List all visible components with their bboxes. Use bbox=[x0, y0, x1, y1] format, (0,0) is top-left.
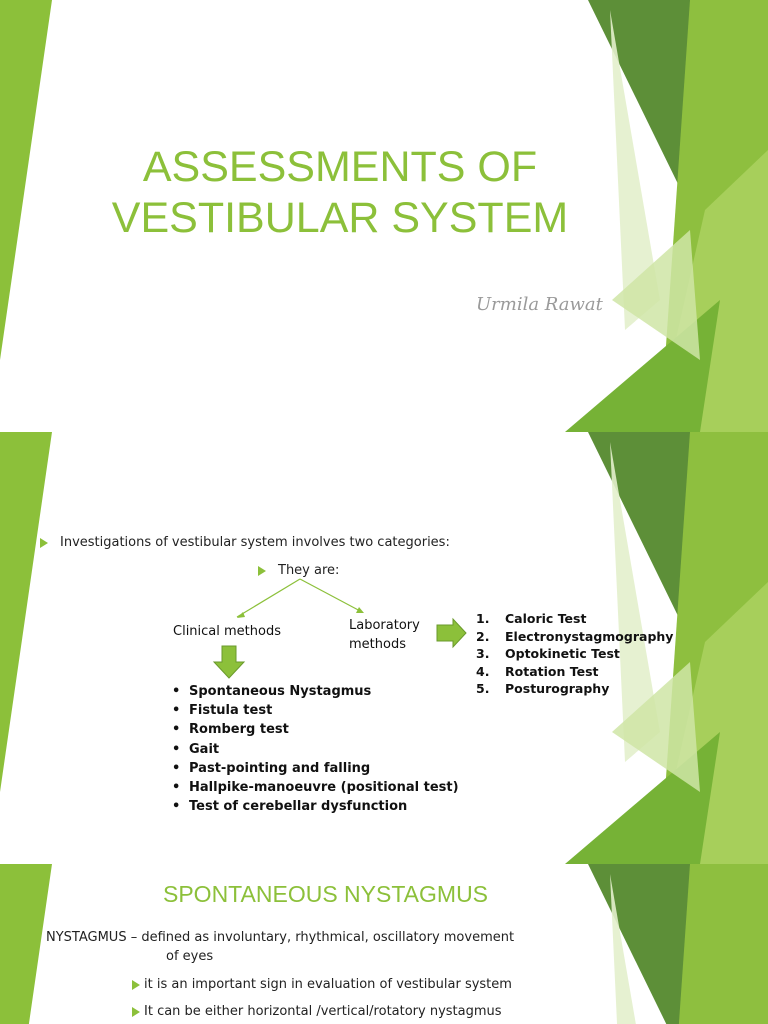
list-item bbox=[172, 759, 459, 778]
list-item bbox=[172, 778, 459, 797]
bullet-item bbox=[132, 1004, 502, 1019]
down-arrow-icon bbox=[214, 646, 244, 678]
bullet-dot: • bbox=[172, 722, 181, 738]
laboratory-methods-label bbox=[349, 616, 439, 654]
left-green-wedge bbox=[0, 0, 52, 360]
list-label: Posturography bbox=[505, 681, 610, 696]
list-item bbox=[172, 740, 459, 759]
list-item bbox=[476, 628, 673, 646]
bullet-dot: • bbox=[172, 741, 181, 757]
list-label: Hallpike-manoeuvre (positional test) bbox=[189, 779, 459, 795]
list-label: Test of cerebellar dysfunction bbox=[189, 799, 408, 815]
list-label: Rotation Test bbox=[505, 663, 599, 679]
list-number: 5. bbox=[476, 681, 490, 696]
slide-spontaneous-nystagmus bbox=[0, 864, 768, 1024]
they-are-label: They are: bbox=[278, 563, 340, 578]
list-item bbox=[172, 797, 459, 816]
list-item bbox=[172, 701, 459, 720]
list-label: Fistula test bbox=[189, 703, 273, 719]
list-label: Romberg test bbox=[189, 722, 289, 738]
right-arrow-icon bbox=[437, 619, 466, 647]
nystagmus-definition bbox=[46, 928, 591, 966]
list-number: 3. bbox=[476, 646, 490, 661]
intro-label: Investigations of vestibular system involves two categories: bbox=[60, 535, 450, 550]
definition-line-2: of eyes bbox=[166, 949, 214, 964]
list-item bbox=[476, 663, 673, 681]
bullet-label: It can be either horizontal /vertical/rotatory nystagmus bbox=[144, 1004, 502, 1019]
clinical-methods-label: Clinical methods bbox=[173, 624, 281, 639]
bullet-dot: • bbox=[172, 684, 181, 699]
definition-line-1: NYSTAGMUS – defined as involuntary, rhythmical, oscillatory movement bbox=[46, 930, 515, 945]
connector-line-right bbox=[300, 579, 362, 612]
slide-title: SPONTANEOUS NYSTAGMUS bbox=[163, 881, 489, 907]
list-item bbox=[172, 682, 459, 701]
bullet-dot: • bbox=[172, 703, 181, 719]
list-label: Electronystagmography bbox=[505, 628, 674, 644]
list-number: 4. bbox=[476, 663, 490, 679]
author-name: Urmila Rawat bbox=[476, 294, 603, 315]
bullet-label: it is an important sign in evaluation of vestibular system bbox=[144, 977, 512, 992]
list-label: Caloric Test bbox=[505, 611, 587, 626]
laboratory-label-line-2: methods bbox=[349, 637, 406, 652]
slide-categories bbox=[0, 432, 768, 864]
connector-line-left bbox=[237, 579, 300, 617]
bullet-dot: • bbox=[172, 799, 181, 815]
arrow-bullet-icon bbox=[132, 980, 140, 990]
list-item bbox=[476, 610, 673, 628]
list-item bbox=[476, 645, 673, 663]
presentation-title bbox=[80, 142, 600, 244]
title-line-2: VESTIBULAR SYSTEM bbox=[111, 194, 569, 242]
bullet-dot: • bbox=[172, 760, 181, 776]
list-item bbox=[172, 720, 459, 739]
list-label: Gait bbox=[189, 741, 220, 757]
list-number: 1. bbox=[476, 611, 490, 626]
list-item bbox=[476, 680, 673, 698]
laboratory-label-line-1: Laboratory bbox=[349, 618, 420, 633]
bullet-item bbox=[132, 977, 512, 992]
title-line-1: ASSESSMENTS OF bbox=[142, 143, 538, 191]
left-green-wedge bbox=[0, 864, 52, 1024]
clinical-tests-list bbox=[172, 682, 459, 816]
list-label: Spontaneous Nystagmus bbox=[189, 684, 372, 699]
list-label: Optokinetic Test bbox=[505, 646, 620, 661]
bullet-dot: • bbox=[172, 779, 181, 795]
slide-title bbox=[0, 0, 768, 432]
list-number: 2. bbox=[476, 628, 490, 644]
list-label: Past-pointing and falling bbox=[189, 760, 371, 776]
arrow-bullet-icon bbox=[132, 1007, 140, 1017]
laboratory-tests-list bbox=[476, 610, 673, 698]
